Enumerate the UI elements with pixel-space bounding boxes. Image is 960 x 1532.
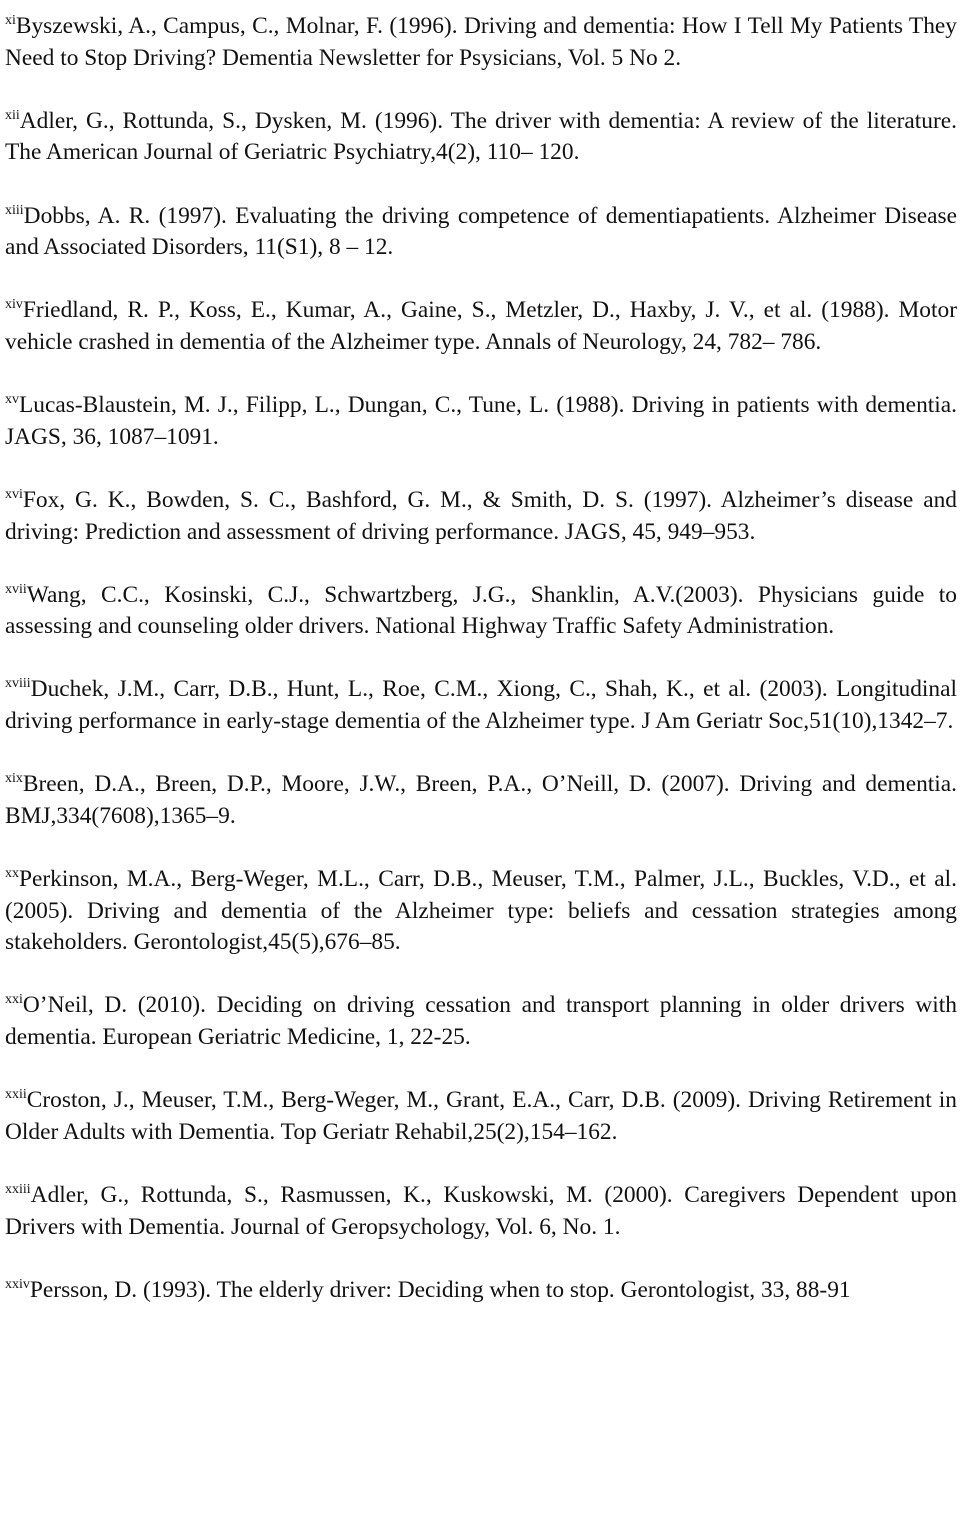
reference-entry (5, 106, 957, 169)
reference-text: Byszewski, A., Campus, C., Molnar, F. (1996). Driving and dementia: How I Tell My Patients They Need to Stop Driving? Dementia Newsletter for Psysicians, Vol. 5 No 2. (5, 13, 957, 71)
endnote-number: xi (5, 13, 16, 28)
reference-entry (5, 990, 957, 1053)
reference-entry (5, 580, 957, 643)
reference-text: Duchek, J.M., Carr, D.B., Hunt, L., Roe, C.M., Xiong, C., Shah, K., et al. (2003). Longitudinal driving performance in early-stage dementia of the Alzheimer type. J Am Geriatr Soc,51(10),1342–7. (5, 676, 957, 735)
endnote-number: xxi (5, 992, 23, 1008)
endnote-number: xiv (5, 297, 23, 313)
endnote-number: xxiv (5, 1276, 30, 1292)
reference-entry (5, 1275, 957, 1307)
reference-text: Lucas-Blaustein, M. J., Filipp, L., Dungan, C., Tune, L. (1988). Driving in patients with dementia. JAGS, 36, 1087–1091. (5, 392, 957, 450)
reference-text: Adler, G., Rottunda, S., Rasmussen, K., Kuskowski, M. (2000). Caregivers Dependent upon Drivers with Dementia. Journal of Geropsychology, Vol. 6, No. 1. (5, 1181, 957, 1240)
reference-text: Adler, G., Rottunda, S., Dysken, M. (1996). The driver with dementia: A review of the literature. The American Journal of Geriatric Psychiatry,4(2), 110– 120. (5, 107, 957, 166)
reference-entry (5, 201, 957, 264)
endnote-number: xvii (5, 581, 27, 597)
reference-text: Perkinson, M.A., Berg-Weger, M.L., Carr, D.B., Meuser, T.M., Palmer, J.L., Buckles, V.D., et al. (2005). Driving and dementia of the Alzheimer type: beliefs and cessation strategies among stakeholders. Gerontologist,45(5),676–85. (5, 866, 957, 956)
reference-text: Friedland, R. P., Koss, E., Kumar, A., Gaine, S., Metzler, D., Haxby, J. V., et al. (1988). Motor vehicle crashed in dementia of the Alzheimer type. Annals of Neurology, 24, 782– 786. (5, 297, 957, 355)
reference-text: Croston, J., Meuser, T.M., Berg-Weger, M., Grant, E.A., Carr, D.B. (2009). Driving Retirement in Older Adults with Dementia. Top Geriatr Rehabil,25(2),154–162. (5, 1087, 957, 1145)
endnote-number: xix (5, 771, 23, 787)
reference-text: Dobbs, A. R. (1997). Evaluating the driving competence of dementiapatients. Alzheimer Disease and Associated Disorders, 11(S1), 8 – 12. (5, 202, 957, 261)
reference-entry (5, 769, 957, 832)
endnote-number: xviii (5, 676, 31, 692)
endnote-number: xxii (5, 1087, 27, 1103)
reference-text: Persson, D. (1993). The elderly driver: Deciding when to stop. Gerontologist, 33, 88-91 (29, 1276, 851, 1303)
endnote-number: xx (5, 866, 19, 882)
reference-list (5, 11, 957, 1338)
reference-entry (5, 295, 957, 358)
reference-entry (5, 11, 957, 74)
endnote-number: xiii (5, 202, 24, 218)
reference-entry (5, 1180, 957, 1243)
reference-entry (5, 864, 957, 959)
reference-entry (5, 1085, 957, 1148)
endnote-number: xv (5, 392, 19, 408)
reference-entry (5, 674, 957, 737)
endnote-number: xii (5, 107, 20, 123)
reference-text: Wang, C.C., Kosinski, C.J., Schwartzberg, J.G., Shanklin, A.V.(2003). Physicians guide to assessing and counseling older drivers. National Highway Traffic Safety Administration. (5, 581, 957, 640)
reference-entry (5, 390, 957, 453)
reference-text: Breen, D.A., Breen, D.P., Moore, J.W., Breen, P.A., O’Neill, D. (2007). Driving and dementia. BMJ,334(7608),1365–9. (5, 771, 957, 829)
reference-text: O’Neil, D. (2010). Deciding on driving cessation and transport planning in older drivers with dementia. European Geriatric Medicine, 1, 22-25. (5, 992, 957, 1050)
reference-entry (5, 485, 957, 548)
endnote-number: xvi (5, 486, 23, 502)
endnote-number: xxiii (5, 1181, 31, 1197)
reference-text: Fox, G. K., Bowden, S. C., Bashford, G. M., & Smith, D. S. (1997). Alzheimer’s disease and driving: Prediction and assessment of driving performance. JAGS, 45, 949–953. (5, 486, 957, 545)
